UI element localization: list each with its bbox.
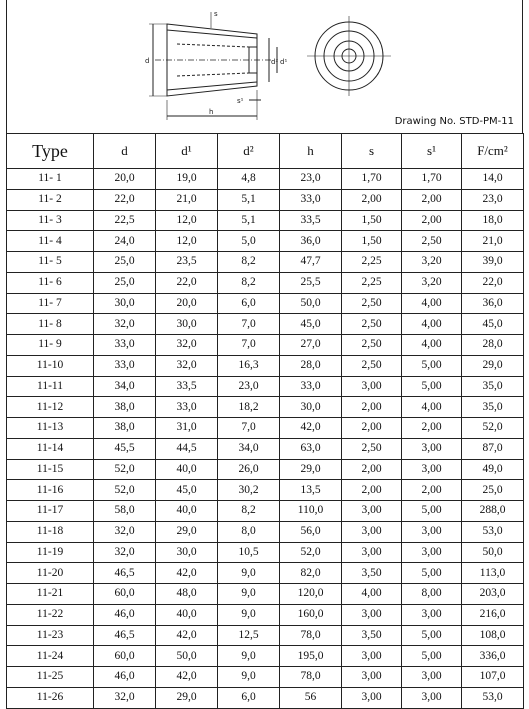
value-cell: 8,2 (218, 501, 280, 522)
value-cell: 44,5 (156, 438, 218, 459)
value-cell: 5,00 (402, 563, 462, 584)
value-cell: 60,0 (94, 584, 156, 605)
column-header: Type (7, 134, 94, 169)
value-cell: 23,5 (156, 252, 218, 273)
value-cell: 36,0 (280, 231, 342, 252)
value-cell: 56 (280, 687, 342, 708)
value-cell: 2,50 (402, 231, 462, 252)
value-cell: 50,0 (280, 293, 342, 314)
value-cell: 36,0 (462, 293, 524, 314)
drawing-number: Drawing No. STD-PM-11 (394, 116, 514, 127)
column-header: h (280, 134, 342, 169)
value-cell: 32,0 (156, 335, 218, 356)
table-row (7, 189, 524, 210)
value-cell: 38,0 (94, 418, 156, 439)
value-cell: 2,00 (342, 397, 402, 418)
value-cell: 4,00 (402, 293, 462, 314)
value-cell: 28,0 (462, 335, 524, 356)
type-cell: 11-12 (7, 397, 94, 418)
value-cell: 45,0 (462, 314, 524, 335)
value-cell: 2,50 (342, 438, 402, 459)
value-cell: 1,50 (342, 231, 402, 252)
table-row (7, 252, 524, 273)
value-cell: 3,00 (402, 667, 462, 688)
table-row (7, 210, 524, 231)
value-cell: 52,0 (94, 459, 156, 480)
type-cell: 11-18 (7, 521, 94, 542)
value-cell: 50,0 (462, 542, 524, 563)
value-cell: 3,00 (342, 604, 402, 625)
table-row (7, 521, 524, 542)
value-cell: 30,0 (156, 314, 218, 335)
table-row (7, 459, 524, 480)
header-row (7, 134, 524, 169)
value-cell: 4,00 (402, 397, 462, 418)
type-cell: 11-16 (7, 480, 94, 501)
table-row (7, 687, 524, 708)
value-cell: 14,0 (462, 169, 524, 190)
value-cell: 2,00 (342, 189, 402, 210)
value-cell: 33,0 (280, 189, 342, 210)
value-cell: 40,0 (156, 604, 218, 625)
type-cell: 11-10 (7, 355, 94, 376)
table-row (7, 604, 524, 625)
dim-label-s1: s¹ (237, 97, 244, 105)
value-cell: 3,00 (402, 687, 462, 708)
value-cell: 46,0 (94, 604, 156, 625)
type-cell: 11-22 (7, 604, 94, 625)
column-header: s¹ (402, 134, 462, 169)
type-cell: 11- 4 (7, 231, 94, 252)
value-cell: 5,00 (402, 355, 462, 376)
value-cell: 53,0 (462, 521, 524, 542)
value-cell: 27,0 (280, 335, 342, 356)
value-cell: 7,0 (218, 314, 280, 335)
value-cell: 50,0 (156, 646, 218, 667)
table-row (7, 563, 524, 584)
value-cell: 63,0 (280, 438, 342, 459)
table-row (7, 376, 524, 397)
value-cell: 42,0 (156, 667, 218, 688)
value-cell: 2,00 (342, 418, 402, 439)
value-cell: 52,0 (94, 480, 156, 501)
value-cell: 32,0 (156, 355, 218, 376)
dim-label-d1: d¹ (280, 58, 288, 66)
value-cell: 32,0 (94, 687, 156, 708)
type-cell: 11-25 (7, 667, 94, 688)
value-cell: 2,50 (342, 293, 402, 314)
value-cell: 58,0 (94, 501, 156, 522)
value-cell: 5,00 (402, 376, 462, 397)
value-cell: 56,0 (280, 521, 342, 542)
value-cell: 22,5 (94, 210, 156, 231)
table-row (7, 667, 524, 688)
value-cell: 1,70 (342, 169, 402, 190)
column-header: s (342, 134, 402, 169)
value-cell: 9,0 (218, 584, 280, 605)
value-cell: 9,0 (218, 646, 280, 667)
table-row (7, 501, 524, 522)
value-cell: 29,0 (156, 687, 218, 708)
value-cell: 25,0 (94, 252, 156, 273)
value-cell: 24,0 (94, 231, 156, 252)
value-cell: 1,70 (402, 169, 462, 190)
value-cell: 2,00 (342, 480, 402, 501)
type-cell: 11-13 (7, 418, 94, 439)
value-cell: 3,00 (342, 521, 402, 542)
dim-label-d2: d² (271, 58, 279, 66)
value-cell: 20,0 (156, 293, 218, 314)
value-cell: 8,00 (402, 584, 462, 605)
value-cell: 19,0 (156, 169, 218, 190)
value-cell: 8,2 (218, 272, 280, 293)
table-row (7, 397, 524, 418)
type-cell: 11- 9 (7, 335, 94, 356)
value-cell: 33,0 (94, 335, 156, 356)
value-cell: 3,00 (342, 376, 402, 397)
table-row (7, 438, 524, 459)
value-cell: 29,0 (462, 355, 524, 376)
type-cell: 11- 1 (7, 169, 94, 190)
value-cell: 33,5 (280, 210, 342, 231)
table-row (7, 418, 524, 439)
value-cell: 46,5 (94, 625, 156, 646)
value-cell: 3,00 (342, 667, 402, 688)
value-cell: 5,1 (218, 189, 280, 210)
type-cell: 11-20 (7, 563, 94, 584)
value-cell: 4,00 (342, 584, 402, 605)
value-cell: 45,0 (156, 480, 218, 501)
table-row (7, 625, 524, 646)
value-cell: 12,0 (156, 231, 218, 252)
value-cell: 9,0 (218, 563, 280, 584)
value-cell: 22,0 (156, 272, 218, 293)
value-cell: 2,50 (342, 314, 402, 335)
type-cell: 11-24 (7, 646, 94, 667)
table-body (7, 169, 524, 709)
value-cell: 42,0 (280, 418, 342, 439)
value-cell: 29,0 (280, 459, 342, 480)
value-cell: 3,00 (342, 542, 402, 563)
dim-label-h: h (209, 108, 214, 116)
value-cell: 6,0 (218, 293, 280, 314)
value-cell: 9,0 (218, 604, 280, 625)
value-cell: 78,0 (280, 625, 342, 646)
type-cell: 11- 5 (7, 252, 94, 273)
value-cell: 12,5 (218, 625, 280, 646)
type-cell: 11- 2 (7, 189, 94, 210)
value-cell: 42,0 (156, 625, 218, 646)
value-cell: 195,0 (280, 646, 342, 667)
value-cell: 5,1 (218, 210, 280, 231)
table-row (7, 584, 524, 605)
value-cell: 52,0 (280, 542, 342, 563)
value-cell: 2,00 (342, 459, 402, 480)
column-header: d¹ (156, 134, 218, 169)
value-cell: 4,8 (218, 169, 280, 190)
value-cell: 3,50 (342, 563, 402, 584)
type-cell: 11-19 (7, 542, 94, 563)
table-row (7, 542, 524, 563)
value-cell: 30,0 (280, 397, 342, 418)
table-row (7, 335, 524, 356)
value-cell: 6,0 (218, 687, 280, 708)
value-cell: 3,20 (402, 272, 462, 293)
value-cell: 5,00 (402, 501, 462, 522)
value-cell: 45,5 (94, 438, 156, 459)
value-cell: 3,00 (342, 687, 402, 708)
value-cell: 2,50 (342, 335, 402, 356)
value-cell: 21,0 (156, 189, 218, 210)
value-cell: 160,0 (280, 604, 342, 625)
value-cell: 16,3 (218, 355, 280, 376)
value-cell: 48,0 (156, 584, 218, 605)
value-cell: 33,5 (156, 376, 218, 397)
table-row (7, 314, 524, 335)
value-cell: 30,0 (94, 293, 156, 314)
type-cell: 11-17 (7, 501, 94, 522)
value-cell: 42,0 (156, 563, 218, 584)
value-cell: 3,00 (402, 438, 462, 459)
drawing-panel (6, 0, 523, 133)
value-cell: 52,0 (462, 418, 524, 439)
value-cell: 1,50 (342, 210, 402, 231)
value-cell: 3,20 (402, 252, 462, 273)
value-cell: 22,0 (462, 272, 524, 293)
value-cell: 3,00 (402, 542, 462, 563)
value-cell: 8,0 (218, 521, 280, 542)
value-cell: 3,00 (402, 521, 462, 542)
type-cell: 11- 8 (7, 314, 94, 335)
type-cell: 11- 6 (7, 272, 94, 293)
value-cell: 5,00 (402, 625, 462, 646)
value-cell: 46,5 (94, 563, 156, 584)
value-cell: 25,0 (462, 480, 524, 501)
value-cell: 32,0 (94, 314, 156, 335)
value-cell: 82,0 (280, 563, 342, 584)
value-cell: 87,0 (462, 438, 524, 459)
value-cell: 13,5 (280, 480, 342, 501)
value-cell: 3,00 (402, 604, 462, 625)
value-cell: 110,0 (280, 501, 342, 522)
type-cell: 11-23 (7, 625, 94, 646)
value-cell: 34,0 (94, 376, 156, 397)
value-cell: 46,0 (94, 667, 156, 688)
value-cell: 107,0 (462, 667, 524, 688)
value-cell: 32,0 (94, 542, 156, 563)
value-cell: 34,0 (218, 438, 280, 459)
value-cell: 8,2 (218, 252, 280, 273)
value-cell: 23,0 (462, 189, 524, 210)
value-cell: 25,0 (94, 272, 156, 293)
table-row (7, 272, 524, 293)
value-cell: 25,5 (280, 272, 342, 293)
column-header: d² (218, 134, 280, 169)
value-cell: 40,0 (156, 459, 218, 480)
type-cell: 11-11 (7, 376, 94, 397)
value-cell: 2,25 (342, 272, 402, 293)
table-row (7, 480, 524, 501)
value-cell: 2,25 (342, 252, 402, 273)
type-cell: 11-14 (7, 438, 94, 459)
value-cell: 29,0 (156, 521, 218, 542)
value-cell: 5,0 (218, 231, 280, 252)
value-cell: 33,0 (94, 355, 156, 376)
value-cell: 40,0 (156, 501, 218, 522)
value-cell: 2,50 (342, 355, 402, 376)
value-cell: 22,0 (94, 189, 156, 210)
value-cell: 30,2 (218, 480, 280, 501)
value-cell: 3,50 (342, 625, 402, 646)
technical-drawing (137, 4, 397, 124)
value-cell: 33,0 (280, 376, 342, 397)
value-cell: 20,0 (94, 169, 156, 190)
value-cell: 216,0 (462, 604, 524, 625)
value-cell: 113,0 (462, 563, 524, 584)
value-cell: 31,0 (156, 418, 218, 439)
table-row (7, 646, 524, 667)
spec-table (6, 133, 524, 709)
dim-label-d: d (145, 57, 150, 65)
value-cell: 28,0 (280, 355, 342, 376)
value-cell: 7,0 (218, 418, 280, 439)
value-cell: 49,0 (462, 459, 524, 480)
value-cell: 35,0 (462, 397, 524, 418)
value-cell: 3,00 (342, 646, 402, 667)
type-cell: 11- 7 (7, 293, 94, 314)
value-cell: 26,0 (218, 459, 280, 480)
type-cell: 11-21 (7, 584, 94, 605)
value-cell: 23,0 (218, 376, 280, 397)
value-cell: 35,0 (462, 376, 524, 397)
value-cell: 336,0 (462, 646, 524, 667)
dim-label-s: s (214, 10, 218, 18)
value-cell: 38,0 (94, 397, 156, 418)
value-cell: 47,7 (280, 252, 342, 273)
value-cell: 2,00 (402, 189, 462, 210)
type-cell: 11-26 (7, 687, 94, 708)
value-cell: 5,00 (402, 646, 462, 667)
value-cell: 18,2 (218, 397, 280, 418)
value-cell: 23,0 (280, 169, 342, 190)
value-cell: 120,0 (280, 584, 342, 605)
value-cell: 4,00 (402, 335, 462, 356)
value-cell: 108,0 (462, 625, 524, 646)
table-row (7, 231, 524, 252)
value-cell: 4,00 (402, 314, 462, 335)
value-cell: 7,0 (218, 335, 280, 356)
value-cell: 9,0 (218, 667, 280, 688)
value-cell: 53,0 (462, 687, 524, 708)
type-cell: 11- 3 (7, 210, 94, 231)
table-row (7, 293, 524, 314)
value-cell: 2,00 (402, 418, 462, 439)
table-row (7, 169, 524, 190)
value-cell: 39,0 (462, 252, 524, 273)
value-cell: 78,0 (280, 667, 342, 688)
value-cell: 203,0 (462, 584, 524, 605)
type-cell: 11-15 (7, 459, 94, 480)
value-cell: 60,0 (94, 646, 156, 667)
value-cell: 18,0 (462, 210, 524, 231)
value-cell: 2,00 (402, 480, 462, 501)
value-cell: 33,0 (156, 397, 218, 418)
table-row (7, 355, 524, 376)
value-cell: 21,0 (462, 231, 524, 252)
value-cell: 45,0 (280, 314, 342, 335)
value-cell: 2,00 (402, 210, 462, 231)
value-cell: 32,0 (94, 521, 156, 542)
value-cell: 3,00 (402, 459, 462, 480)
value-cell: 30,0 (156, 542, 218, 563)
column-header: F/cm² (462, 134, 524, 169)
value-cell: 10,5 (218, 542, 280, 563)
value-cell: 12,0 (156, 210, 218, 231)
value-cell: 3,00 (342, 501, 402, 522)
value-cell: 288,0 (462, 501, 524, 522)
column-header: d (94, 134, 156, 169)
